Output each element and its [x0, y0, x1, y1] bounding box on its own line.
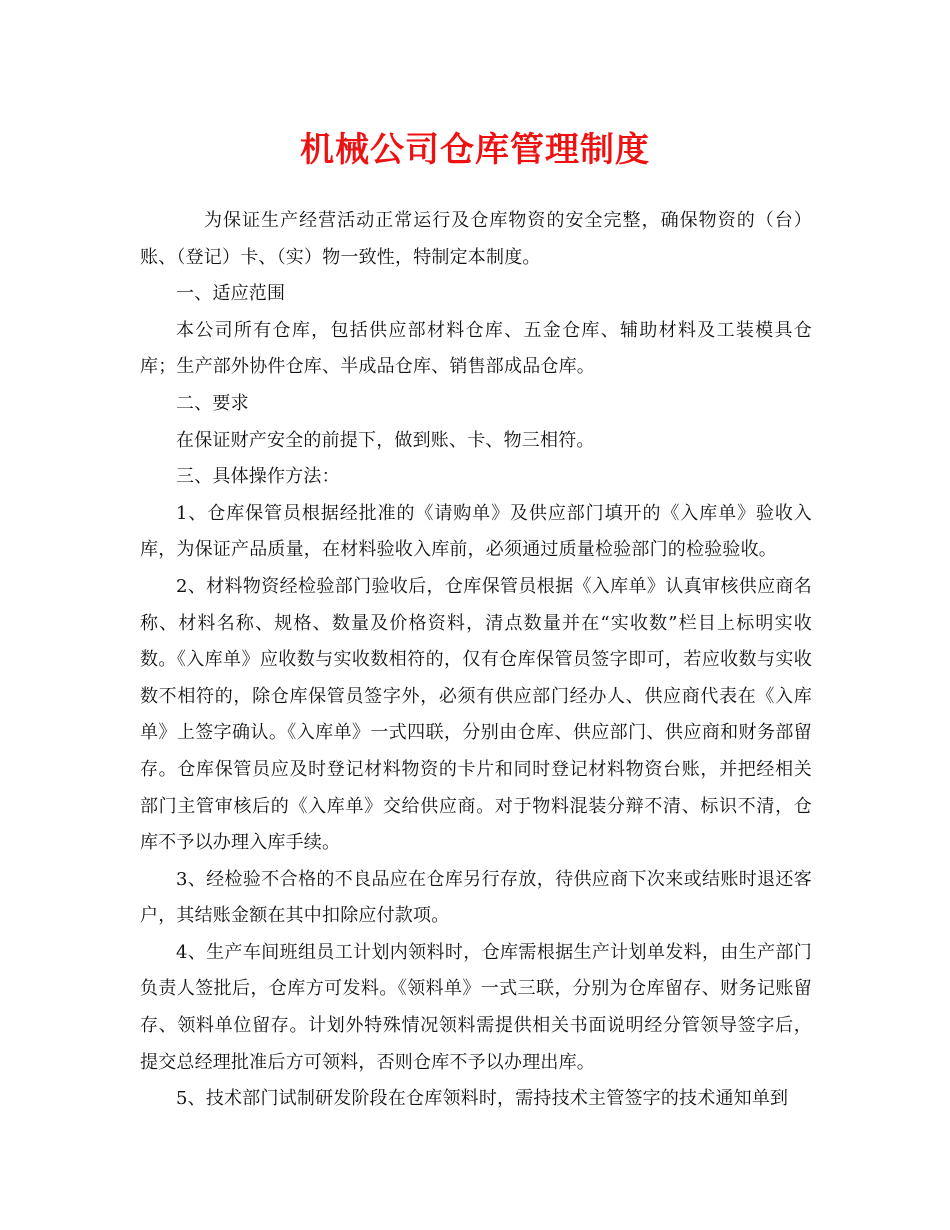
- intro-paragraph: 为保证生产经营活动正常运行及仓库物资的安全完整，确保物资的（台）账、（登记）卡、（实）物一致性，特制定本制度。: [140, 210, 812, 268]
- section-heading-requirements: 二、要求: [176, 392, 249, 414]
- method-item-3: 3、经检验不合格的不良品应在仓库另行存放，待供应商下次来或结账时退还客户，其结账金额在其中扣除应付款项。: [140, 868, 812, 927]
- document-body: [140, 203, 812, 1118]
- section-heading-methods: 三、具体操作方法：: [176, 466, 340, 488]
- scope-paragraph: 本公司所有仓库，包括供应部材料仓库、五金仓库、辅助材料及工装模具仓库；生产部外协件仓库、半成品仓库、销售部成品仓库。: [140, 319, 812, 378]
- method-item-5: 5、技术部门试制研发阶段在仓库领料时，需持技术主管签字的技术通知单到: [176, 1088, 789, 1110]
- method-item-2: 2、材料物资经检验部门验收后，仓库保管员根据《入库单》认真审核供应商名称、材料名称、规格、数量及价格资料，清点数量并在“实收数”栏目上标明实收数。《入库单》应收数与实收数相符的，仅有仓库保管员签字即可，若应收数与实收数不相符的，除仓库保管员签字外，必须有供应部门经办人、供应商代表在《入库单》上签字确认。《入库单》一式四联，分别由仓库、供应部门、供应商和财务部留存。仓库保管员应及时登记材料物资的卡片和同时登记材料物资台账，并把经相关部门主管审核后的《入库单》交给供应商。对于物料混装分辩不清、标识不清，仓库不予以办理入库手续。: [140, 575, 812, 854]
- section-heading-scope: 一、适应范围: [176, 283, 286, 305]
- method-item-4: 4、生产车间班组员工计划内领料时，仓库需根据生产计划单发料，由生产部门负责人签批后，仓库方可发料。《领料单》一式三联，分别为仓库留存、财务记账留存、领料单位留存。计划外特殊情况领料需提供相关书面说明经分管领导签字后，提交总经理批准后方可领料，否则仓库不予以办理出库。: [140, 941, 812, 1073]
- requirements-paragraph: 在保证财产安全的前提下，做到账、卡、物三相符。: [176, 429, 595, 451]
- method-item-1: 1、仓库保管员根据经批准的《请购单》及供应部门填开的《入库单》验收入库，为保证产品质量，在材料验收入库前，必须通过质量检验部门的检验验收。: [140, 502, 812, 561]
- document-title: 机械公司仓库管理制度: [300, 130, 650, 170]
